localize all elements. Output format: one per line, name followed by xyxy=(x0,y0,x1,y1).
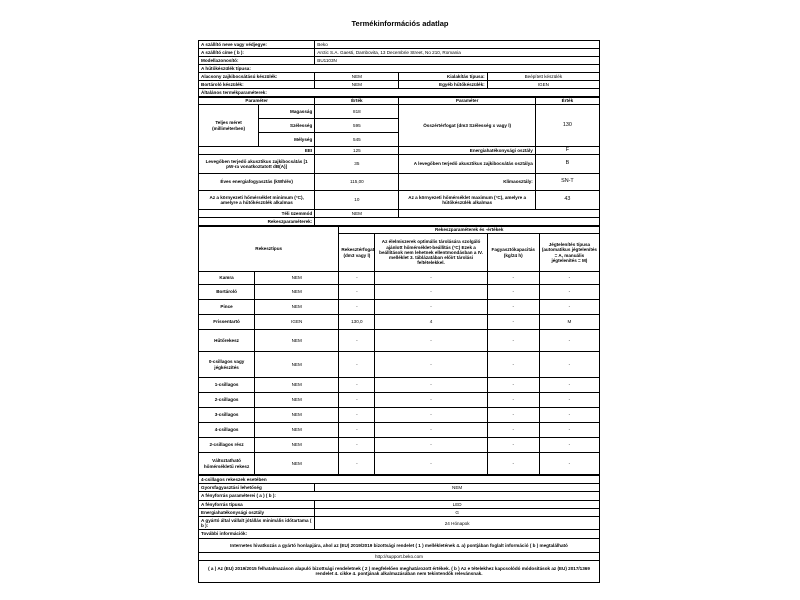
internet-text: Internetes hivatkozás a gyártó honlapjára, ahol az (EU) 2019/2019 bizottsági rendelet ( 1 ) mellékletének 4. a) pontjában foglalt információ ( b ) megtalálható xyxy=(199,538,600,552)
compartment-defrost: - xyxy=(539,330,599,352)
width-label: Szélesség xyxy=(259,119,315,133)
compartment-present: NEM xyxy=(255,408,339,423)
compartment-freeze: - xyxy=(487,438,539,453)
param-header: Paraméter xyxy=(199,98,315,105)
compartment-row xyxy=(199,423,600,438)
compartment-temp: - xyxy=(375,438,487,453)
light-type-label: A fényforrás típusa xyxy=(199,500,315,508)
light-params-label: A fényforrás paraméterei ( a ) ( b ): xyxy=(199,492,600,500)
temp-header: Az élelmiszerek optimális tárolására szolgáló ajánlott hőmérséklet-beállítás (°C) Ezek a beállítások nem lehetnek ellentmondásban a IV. melléklet 3. táblázatában előírt tárolási feltételekkel. xyxy=(375,234,487,272)
compartment-freeze: - xyxy=(487,272,539,285)
compartment-temp: - xyxy=(375,352,487,378)
compartment-freeze: - xyxy=(487,423,539,438)
compartment-freeze: - xyxy=(487,393,539,408)
compartment-temp: - xyxy=(375,300,487,315)
compartment-temp: - xyxy=(375,453,487,475)
compartment-name: Bortároló xyxy=(199,285,255,300)
compartment-name: Hűtőrekesz xyxy=(199,330,255,352)
compartment-present: NEM xyxy=(255,272,339,285)
compartment-volume: - xyxy=(339,330,375,352)
compartment-volume: - xyxy=(339,378,375,393)
noise-class-value: B xyxy=(535,155,599,174)
compartment-name: 3-csillagos xyxy=(199,408,255,423)
noise-label: Levegőben terjedő akusztikus zajkibocsátás [1 pW-ra vonatkoztatott dB(A)] xyxy=(199,155,315,174)
compartment-defrost: - xyxy=(539,393,599,408)
compartment-temp: - xyxy=(375,330,487,352)
max-temp-label: Az a környezeti hőmérséklet maximum (°C), amelyre a hűtőkészülék alkalmas xyxy=(399,191,535,210)
compartment-freeze: - xyxy=(487,453,539,475)
guarantee-label: A gyártó által vállalt jótállás minimális időtartama ( b ): xyxy=(199,517,315,530)
compartment-row xyxy=(199,352,600,378)
compartment-volume: - xyxy=(339,352,375,378)
compartment-temp: - xyxy=(375,423,487,438)
compartment-freeze: - xyxy=(487,352,539,378)
value-header: Érték xyxy=(315,98,399,105)
compartment-freeze: - xyxy=(487,330,539,352)
freeze-header: Fagyasztókapacitás (kg/24 h) xyxy=(487,234,539,272)
compartment-present: NEM xyxy=(255,330,339,352)
compartment-row xyxy=(199,438,600,453)
compartment-present: NEM xyxy=(255,438,339,453)
general-table xyxy=(198,40,600,97)
compartment-row xyxy=(199,330,600,352)
further-info-label: További információk: xyxy=(199,530,600,538)
max-temp-value: 43 xyxy=(535,191,599,210)
compartment-temp: - xyxy=(375,378,487,393)
compartment-params-header: Rekeszparaméterek és -értékek xyxy=(339,227,600,234)
compartment-present: NEM xyxy=(255,300,339,315)
compartment-volume: - xyxy=(339,272,375,285)
model-label: Modellazonosító: xyxy=(199,57,315,65)
compartment-present: IGEN xyxy=(255,315,339,330)
compartment-volume: - xyxy=(339,285,375,300)
compartment-temp: - xyxy=(375,393,487,408)
design-label: Kialakítás típusa: xyxy=(399,73,487,81)
compartment-defrost: - xyxy=(539,423,599,438)
annual-energy-label: Éves energiafogyasztás (kWh/év) xyxy=(199,174,315,191)
compartment-present: NEM xyxy=(255,378,339,393)
model-value: BU1103N xyxy=(315,57,600,65)
compartment-freeze: - xyxy=(487,408,539,423)
compartment-volume: - xyxy=(339,408,375,423)
compartment-name: 0-csillagos vagy jégkészítés xyxy=(199,352,255,378)
compartment-row xyxy=(199,393,600,408)
other-value: IGEN xyxy=(487,81,599,89)
low-noise-value: NEM xyxy=(315,73,399,81)
fast-freeze-value: NEM xyxy=(315,484,600,492)
compartment-defrost: - xyxy=(539,408,599,423)
depth-value: 545 xyxy=(315,133,399,147)
compartment-row xyxy=(199,272,600,285)
footer-table xyxy=(198,475,600,583)
compartment-temp: 4 xyxy=(375,315,487,330)
annual-energy-value: 115,00 xyxy=(315,174,399,191)
compartment-defrost: - xyxy=(539,378,599,393)
guarantee-value: 24 Hónapok xyxy=(315,517,600,530)
light-type-value: LED xyxy=(315,500,600,508)
eei-value: 125 xyxy=(315,147,399,155)
param-header-2: Paraméter xyxy=(399,98,535,105)
dimensions-label: Teljes méret (milliméterben) xyxy=(199,105,259,147)
compartment-volume: - xyxy=(339,393,375,408)
support-url[interactable]: http://support.beko.com xyxy=(199,552,600,560)
total-volume-label: Összértérfogat (dm3 Szélesség x vagy l) xyxy=(399,105,535,147)
energy-class-label: Energiahatékonysági osztály xyxy=(399,147,535,155)
compartment-present: NEM xyxy=(255,453,339,475)
light-class-label: Energiahatékonysági osztály xyxy=(199,508,315,516)
address-value: Arctic S.A. Gaesti, Dambovita, 13 Decembrie Street, No 210, Romania xyxy=(315,49,600,57)
four-star-label: 4-csillagos rekeszek esetében xyxy=(199,476,600,484)
min-temp-value: 10 xyxy=(315,191,399,210)
type-label: A hűtőkészülék típusa: xyxy=(199,65,600,73)
compartment-name: 4-csillagos xyxy=(199,423,255,438)
parameters-table xyxy=(198,97,600,226)
noise-value: 35 xyxy=(315,155,399,174)
blank-cell xyxy=(399,210,600,218)
height-value: 818 xyxy=(315,105,399,119)
compartment-volume: 130,0 xyxy=(339,315,375,330)
page-title: Termékinformációs adatlap xyxy=(351,19,449,28)
compartment-row xyxy=(199,378,600,393)
winter-value: NEM xyxy=(315,210,399,218)
supplier-label: A szállító neve vagy védjegye: xyxy=(199,41,315,49)
volume-header: Rekesztérfogat (dm3 vagy l) xyxy=(339,234,375,272)
compartment-temp: - xyxy=(375,408,487,423)
noise-class-label: A levegőben terjedő akusztikus zajkibocsátás osztálya xyxy=(399,155,535,174)
compartment-temp: - xyxy=(375,272,487,285)
compartment-defrost: - xyxy=(539,438,599,453)
supplier-value: Beko xyxy=(315,41,600,49)
compartment-name: Kamra xyxy=(199,272,255,285)
min-temp-label: Az a környezeti hőmérséklet minimum (°C), amelyre a hűtőkészülék alkalmas xyxy=(199,191,315,210)
light-class-value: G xyxy=(315,508,600,516)
compartment-table xyxy=(198,226,600,475)
design-value: Beépített készülék xyxy=(487,73,599,81)
wine-label: Bortároló készülék: xyxy=(199,81,315,89)
compartment-volume: - xyxy=(339,423,375,438)
height-label: Magasság xyxy=(259,105,315,119)
width-value: 595 xyxy=(315,119,399,133)
value-header-2: Érték xyxy=(535,98,599,105)
compartment-row xyxy=(199,453,600,475)
climate-value: SN-T xyxy=(535,174,599,191)
compartment-present: NEM xyxy=(255,393,339,408)
other-label: Egyéb hűtőkészülék: xyxy=(399,81,487,89)
compartment-present: NEM xyxy=(255,285,339,300)
address-label: A szállító címe ( b ): xyxy=(199,49,315,57)
compartment-row xyxy=(199,300,600,315)
footnote: ( a ) Az (EU) 2019/2015 felhatalmazáson alapuló bizottsági rendeletnek ( 2 ) megfelelően meghatározott értékek. ( b ) Az e tételekhez kapcsolódó módosítások az (EU) 2017/1369 rendelet 4. cikke 4. pontjának alkalmazásában nem tekintendők relevánsnak. xyxy=(199,560,600,582)
compartment-row xyxy=(199,408,600,423)
compartment-defrost: - xyxy=(539,352,599,378)
compartment-name: 2-csillagos xyxy=(199,393,255,408)
winter-label: Téli üzemmód xyxy=(199,210,315,218)
general-label: Általános termékparaméterek: xyxy=(199,89,600,97)
wine-value: NEM xyxy=(315,81,399,89)
compartment-volume: - xyxy=(339,453,375,475)
defrost-header: Jégtelenítés típusa (automatikus jégtelenítés = A, manuális jégtelenítés = M) xyxy=(539,234,599,272)
climate-label: Klímaosztály: xyxy=(399,174,535,191)
blank-cell xyxy=(315,218,600,226)
depth-label: Mélység xyxy=(259,133,315,147)
compartment-row xyxy=(199,315,600,330)
eei-label: EEI xyxy=(199,147,315,155)
compartment-row xyxy=(199,285,600,300)
compartment-label: Rekeszparaméterek: xyxy=(199,218,315,226)
compartment-freeze: - xyxy=(487,285,539,300)
compartment-defrost: - xyxy=(539,272,599,285)
compartment-name: Pince xyxy=(199,300,255,315)
compartment-freeze: - xyxy=(487,315,539,330)
compartment-defrost: - xyxy=(539,300,599,315)
low-noise-label: Alacsony zajkibocsátású készülék: xyxy=(199,73,315,81)
compartment-temp: - xyxy=(375,285,487,300)
compartment-name: Változtatható hőmérsékletű rekesz xyxy=(199,453,255,475)
compartment-volume: - xyxy=(339,300,375,315)
compartment-defrost: - xyxy=(539,285,599,300)
compartment-name: Frissentartó xyxy=(199,315,255,330)
product-info-sheet xyxy=(198,40,600,583)
compartment-name: 1-csillagos xyxy=(199,378,255,393)
fast-freeze-label: Gyorsfagyasztási lehetőség xyxy=(199,484,315,492)
total-volume-value: 130 xyxy=(535,105,599,147)
compartment-freeze: - xyxy=(487,300,539,315)
compartment-defrost: - xyxy=(539,453,599,475)
compartment-defrost: M xyxy=(539,315,599,330)
compartment-freeze: - xyxy=(487,378,539,393)
compartment-present: NEM xyxy=(255,423,339,438)
compartment-volume: - xyxy=(339,438,375,453)
energy-class-value: F xyxy=(535,147,599,155)
compartment-name: 2-csillagos rész xyxy=(199,438,255,453)
compartment-type-header: Rekesztípus xyxy=(199,227,339,272)
compartment-present: NEM xyxy=(255,352,339,378)
